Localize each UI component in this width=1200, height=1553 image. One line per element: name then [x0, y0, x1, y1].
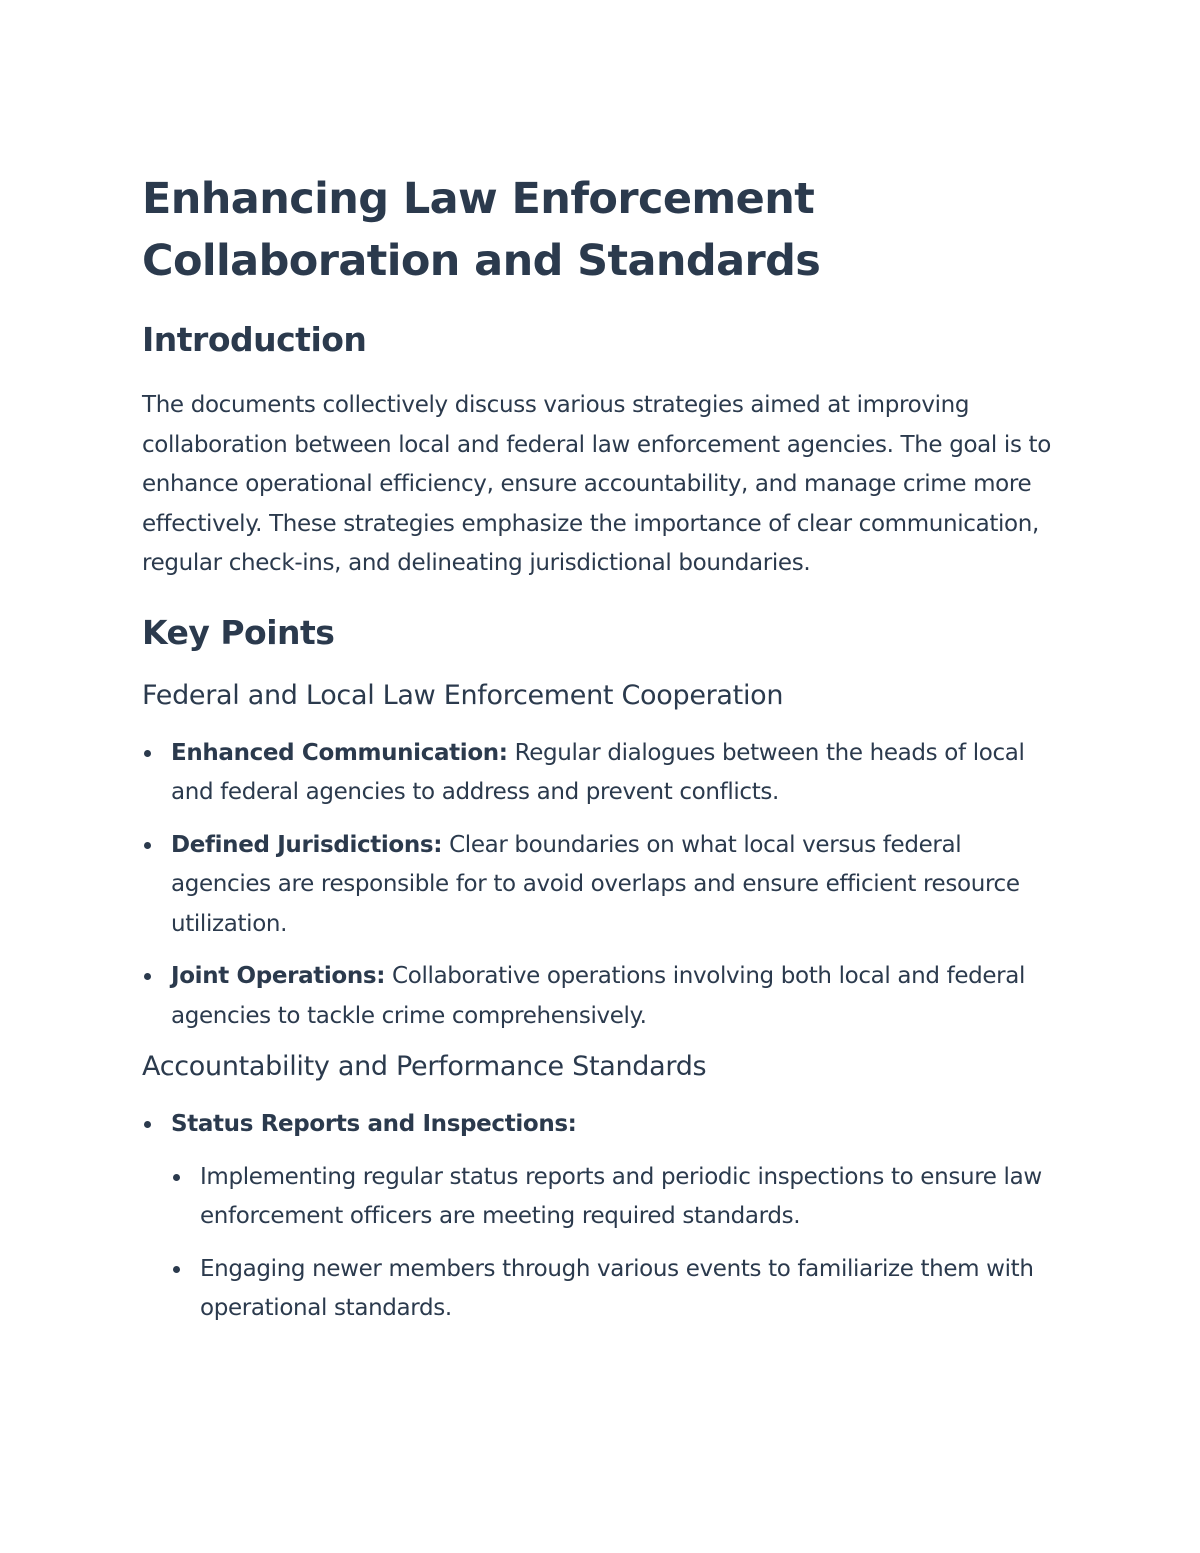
document-page [142, 168, 1052, 1342]
list-item-label: Status Reports and Inspections: [171, 1111, 577, 1137]
nested-list [171, 1158, 1052, 1329]
bullet-icon [144, 1121, 151, 1128]
accountability-list [142, 1105, 1052, 1329]
list-item-text: Collaborative operations involving both local and federal agencies to tackle crime comprehensively. [171, 963, 1026, 1029]
nested-list-item [171, 1250, 1052, 1329]
key-points-heading: Key Points [142, 612, 335, 652]
bullet-icon [173, 1266, 180, 1273]
list-item [142, 826, 1052, 945]
cooperation-list [142, 734, 1052, 1037]
list-item-label: Enhanced Communication: [171, 739, 508, 766]
document-title: Enhancing Law Enforcement Collaboration and Standards [142, 174, 821, 286]
nested-list-item-text: Engaging newer members through various events to familiarize them with operational standards. [200, 1255, 1034, 1321]
list-item [142, 957, 1052, 1036]
introduction-heading: Introduction [142, 320, 367, 359]
nested-list-item [171, 1158, 1052, 1237]
nested-list-item-text: Implementing regular status reports and periodic inspections to ensure law enforcement officers are meeting required standards. [200, 1163, 1042, 1229]
introduction-paragraph: The documents collectively discuss various strategies aimed at improving collaboration between local and federal law enforcement agencies. The goal is to enhance operational efficiency, ensure accountability, and manage crime more effectively. These strategies emphasize the importance of clear communication, regular check-ins, and delineating jurisdictional boundaries. [142, 392, 1051, 576]
list-item-label: Defined Jurisdictions: [171, 831, 443, 858]
bullet-icon [144, 973, 151, 980]
bullet-icon [173, 1174, 180, 1181]
bullet-icon [144, 750, 151, 757]
list-item-label: Joint Operations: [171, 963, 386, 989]
bullet-icon [144, 842, 151, 849]
section-heading-cooperation: Federal and Local Law Enforcement Cooperation [142, 679, 784, 711]
list-item [142, 734, 1052, 813]
list-item-text: Clear boundaries on what local versus federal agencies are responsible for to avoid overlaps and ensure efficient resource utilization. [171, 831, 1020, 937]
section-heading-accountability: Accountability and Performance Standards [142, 1051, 707, 1082]
list-item [142, 1105, 1052, 1329]
list-item-text: Regular dialogues between the heads of local and federal agencies to address and prevent conflicts. [171, 739, 1025, 805]
